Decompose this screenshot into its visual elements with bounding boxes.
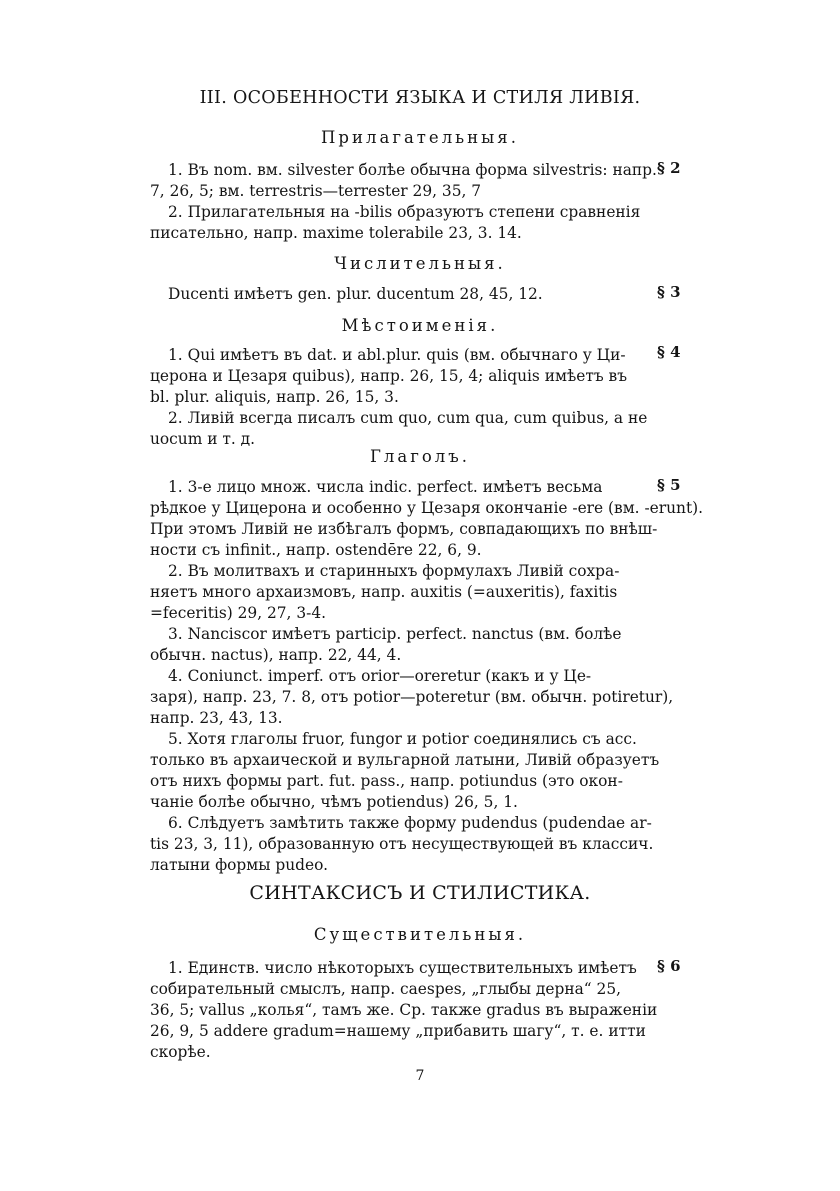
- text-line: ности съ infinit., напр. ostendēre 22, 6, 9.: [150, 541, 482, 559]
- text-line: чаніе болѣе обычно, чѣмъ potiendus) 26, 5, 1.: [150, 793, 518, 811]
- text-line: отъ нихъ формы part. fut. pass., напр. potiundus (это окон-: [150, 772, 623, 790]
- text-line: писательно, напр. maxime tolerabile 23, 3. 14.: [150, 224, 522, 242]
- paragraph-mark: § 3: [657, 283, 681, 301]
- text-line: 1. Единств. число нѣкоторыхъ существительныхъ имѣетъ: [168, 959, 637, 977]
- text-line: 26, 9, 5 addere gradum=нашему „прибавить шагу“, т. е. итти: [150, 1022, 646, 1040]
- section-title-numerals: Числительныя.: [334, 254, 506, 273]
- text-line: церона и Цезаря quibus), напр. 26, 15, 4; aliquis имѣетъ въ: [150, 367, 627, 385]
- paragraph-mark: § 4: [657, 343, 681, 361]
- text-line: 2. Ливій всегда писалъ cum quo, cum qua, cum quibus, а не: [168, 409, 648, 427]
- text-line: скорѣе.: [150, 1043, 211, 1061]
- chapter-header: III. ОСОБЕННОСТИ ЯЗЫКА И СТИЛЯ ЛИВІЯ.: [199, 88, 641, 108]
- text-line: 36, 5; vallus „колья“, тамъ же. Ср. также gradus въ выраженіи: [150, 1001, 658, 1019]
- text-line: 1. 3-е лицо множ. числа indic. perfect. имѣетъ весьма: [168, 478, 603, 496]
- text-line: 2. Прилагательныя на -bilis образуютъ степени сравненія: [168, 203, 641, 221]
- text-line: =feceritis) 29, 27, 3-4.: [150, 604, 327, 622]
- text-line: 2. Въ молитвахъ и старинныхъ формулахъ Ливій сохра-: [168, 562, 620, 580]
- text-line: собирательный смыслъ, напр. caespes, „глыбы дерна“ 25,: [150, 980, 622, 998]
- text-line: 6. Слѣдуетъ замѣтить также форму pudendus (pudendae ar-: [168, 814, 652, 832]
- text-line: uocum и т. д.: [150, 430, 256, 448]
- text-line: Ducenti имѣетъ gen. plur. ducentum 28, 45, 12.: [168, 285, 543, 303]
- text-line: заря), напр. 23, 7. 8, отъ potior—poteretur (вм. обычн. potiretur),: [150, 688, 674, 706]
- section-title-verb: Глаголъ.: [369, 447, 471, 466]
- paragraph-mark: § 2: [657, 159, 681, 177]
- text-line: обычн. nactus), напр. 22, 44, 4.: [150, 646, 402, 664]
- text-line: няетъ много архаизмовъ, напр. auxitis (=auxeritis), faxitis: [150, 583, 618, 601]
- text-line: tis 23, 3, 11), образованную отъ несуществующей въ классич.: [150, 835, 654, 853]
- paragraph-mark: § 6: [657, 957, 681, 975]
- text-line: 7, 26, 5; вм. terrestris—terrester 29, 35, 7: [150, 182, 482, 200]
- text-line: 1. Qui имѣетъ въ dat. и abl.plur. quis (вм. обычнаго у Ци-: [168, 346, 626, 364]
- paragraph-mark: § 5: [657, 476, 681, 494]
- text-line: рѣдкое у Цицерона и особенно у Цезаря окончаніе -ere (вм. -erunt).: [150, 499, 704, 517]
- page-number: 7: [415, 1068, 425, 1084]
- text-line: 1. Въ nom. вм. silvester болѣе обычна форма silvestris: напр.: [168, 161, 657, 179]
- text-line: При этомъ Ливій не избѣгалъ формъ, совпадающихъ по внѣш-: [150, 520, 658, 538]
- section-title-nouns: Существительныя.: [313, 925, 527, 944]
- syntax-title: СИНТАКСИСЪ И СТИЛИСТИКА.: [249, 882, 591, 904]
- text-line: 5. Хотя глаголы fruor, fungor и potior соединялись съ acc.: [168, 730, 637, 748]
- text-line: только въ архаической и вульгарной латыни, Ливій образуетъ: [150, 751, 660, 769]
- text-line: 3. Nanciscor имѣетъ particip. perfect. nanctus (вм. болѣе: [168, 625, 622, 643]
- section-title-pronouns: Мѣстоименія.: [341, 316, 499, 335]
- text-line: 4. Coniunct. imperf. отъ orior—oreretur (какъ и у Це-: [168, 667, 592, 685]
- text-line: напр. 23, 43, 13.: [150, 709, 283, 727]
- text-line: латыни формы pudeo.: [150, 856, 329, 874]
- section-title-adjectives: Прилагательныя.: [321, 128, 519, 147]
- text-line: bl. plur. aliquis, напр. 26, 15, 3.: [150, 388, 399, 406]
